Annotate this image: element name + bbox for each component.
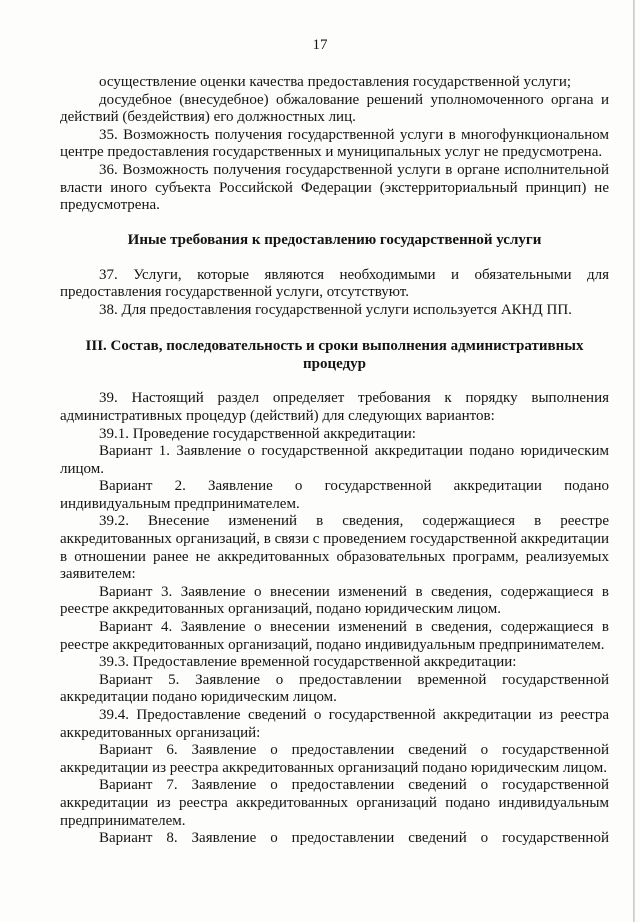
paragraph-39: 39. Настоящий раздел определяет требования к порядку выполнения административных процедур (действий) для следующих вариантов: bbox=[60, 390, 609, 424]
paragraph-37: 37. Услуги, которые являются необходимыми и обязательными для предоставления государственной услуги, отсутствуют. bbox=[60, 266, 609, 301]
paragraph-pretrial-appeal: досудебное (внесудебное) обжалование решений уполномоченного органа и действий (бездействия) его должностных лиц. bbox=[60, 91, 609, 126]
paragraph-39-2: 39.2. Внесение изменений в сведения, содержащиеся в реестре аккредитованных организаций, в связи с проведением государственной аккредитации в отношении ранее не аккредитованных образовательных программ, реализуемых заявителем: bbox=[60, 513, 609, 583]
paragraph-variant-6: Вариант 6. Заявление о предоставлении сведений о государственной аккредитации из реестра аккредитованных организаций подано юридическим лицом. bbox=[60, 742, 609, 776]
paragraph-35: 35. Возможность получения государственной услуги в многофункциональном центре предоставления государственных и муниципальных услуг не предусмотрена. bbox=[60, 126, 609, 161]
paragraph-variant-8-continued: Вариант 8. Заявление о предоставлении сведений о государственной bbox=[99, 830, 609, 847]
paragraph-quality-assessment: осуществление оценки качества предоставления государственной услуги; bbox=[99, 74, 572, 90]
paragraph-36: 36. Возможность получения государственной услуги в органе исполнительной власти иного субъекта Российской Федерации (экстерриториальный принцип) не предусмотрена. bbox=[60, 161, 609, 214]
paragraph-variant-3: Вариант 3. Заявление о внесении изменений в сведения, содержащиеся в реестре аккредитованных организаций, подано юридическим лицом. bbox=[60, 583, 609, 618]
paragraph-38: 38. Для предоставления государственной услуги используется АКНД ПП. bbox=[99, 302, 572, 319]
document-body bbox=[60, 74, 609, 848]
paragraph-39-1: 39.1. Проведение государственной аккредитации: bbox=[99, 425, 416, 442]
paragraph-variant-2: Вариант 2. Заявление о государственной аккредитации подано индивидуальным предпринимателем. bbox=[60, 478, 609, 512]
paragraph-variant-7: Вариант 7. Заявление о предоставлении сведений о государственной аккредитации из реестра аккредитованных организаций подано индивидуальным предпринимателем. bbox=[60, 777, 609, 829]
paragraph-variant-5: Вариант 5. Заявление о предоставлении временной государственной аккредитации подано юридическим лицом. bbox=[60, 671, 609, 706]
scan-edge-line bbox=[633, 0, 635, 922]
page-number: 17 bbox=[312, 37, 328, 53]
heading-other-requirements: Иные требования к предоставлению государственной услуги bbox=[127, 231, 542, 248]
paragraph-39-3: 39.3. Предоставление временной государственной аккредитации: bbox=[99, 654, 517, 671]
paragraph-variant-1: Вариант 1. Заявление о государственной аккредитации подано юридическим лицом. bbox=[60, 443, 609, 477]
paragraph-39-4: 39.4. Предоставление сведений о государственной аккредитации из реестра аккредитованных организаций: bbox=[60, 707, 609, 741]
paragraph-variant-4: Вариант 4. Заявление о внесении изменений в сведения, содержащиеся в реестре аккредитованных организаций, подано индивидуальным предпринимателем. bbox=[60, 619, 609, 653]
heading-section-3: III. Состав, последовательность и сроки выполнения административных процедур bbox=[85, 338, 584, 372]
